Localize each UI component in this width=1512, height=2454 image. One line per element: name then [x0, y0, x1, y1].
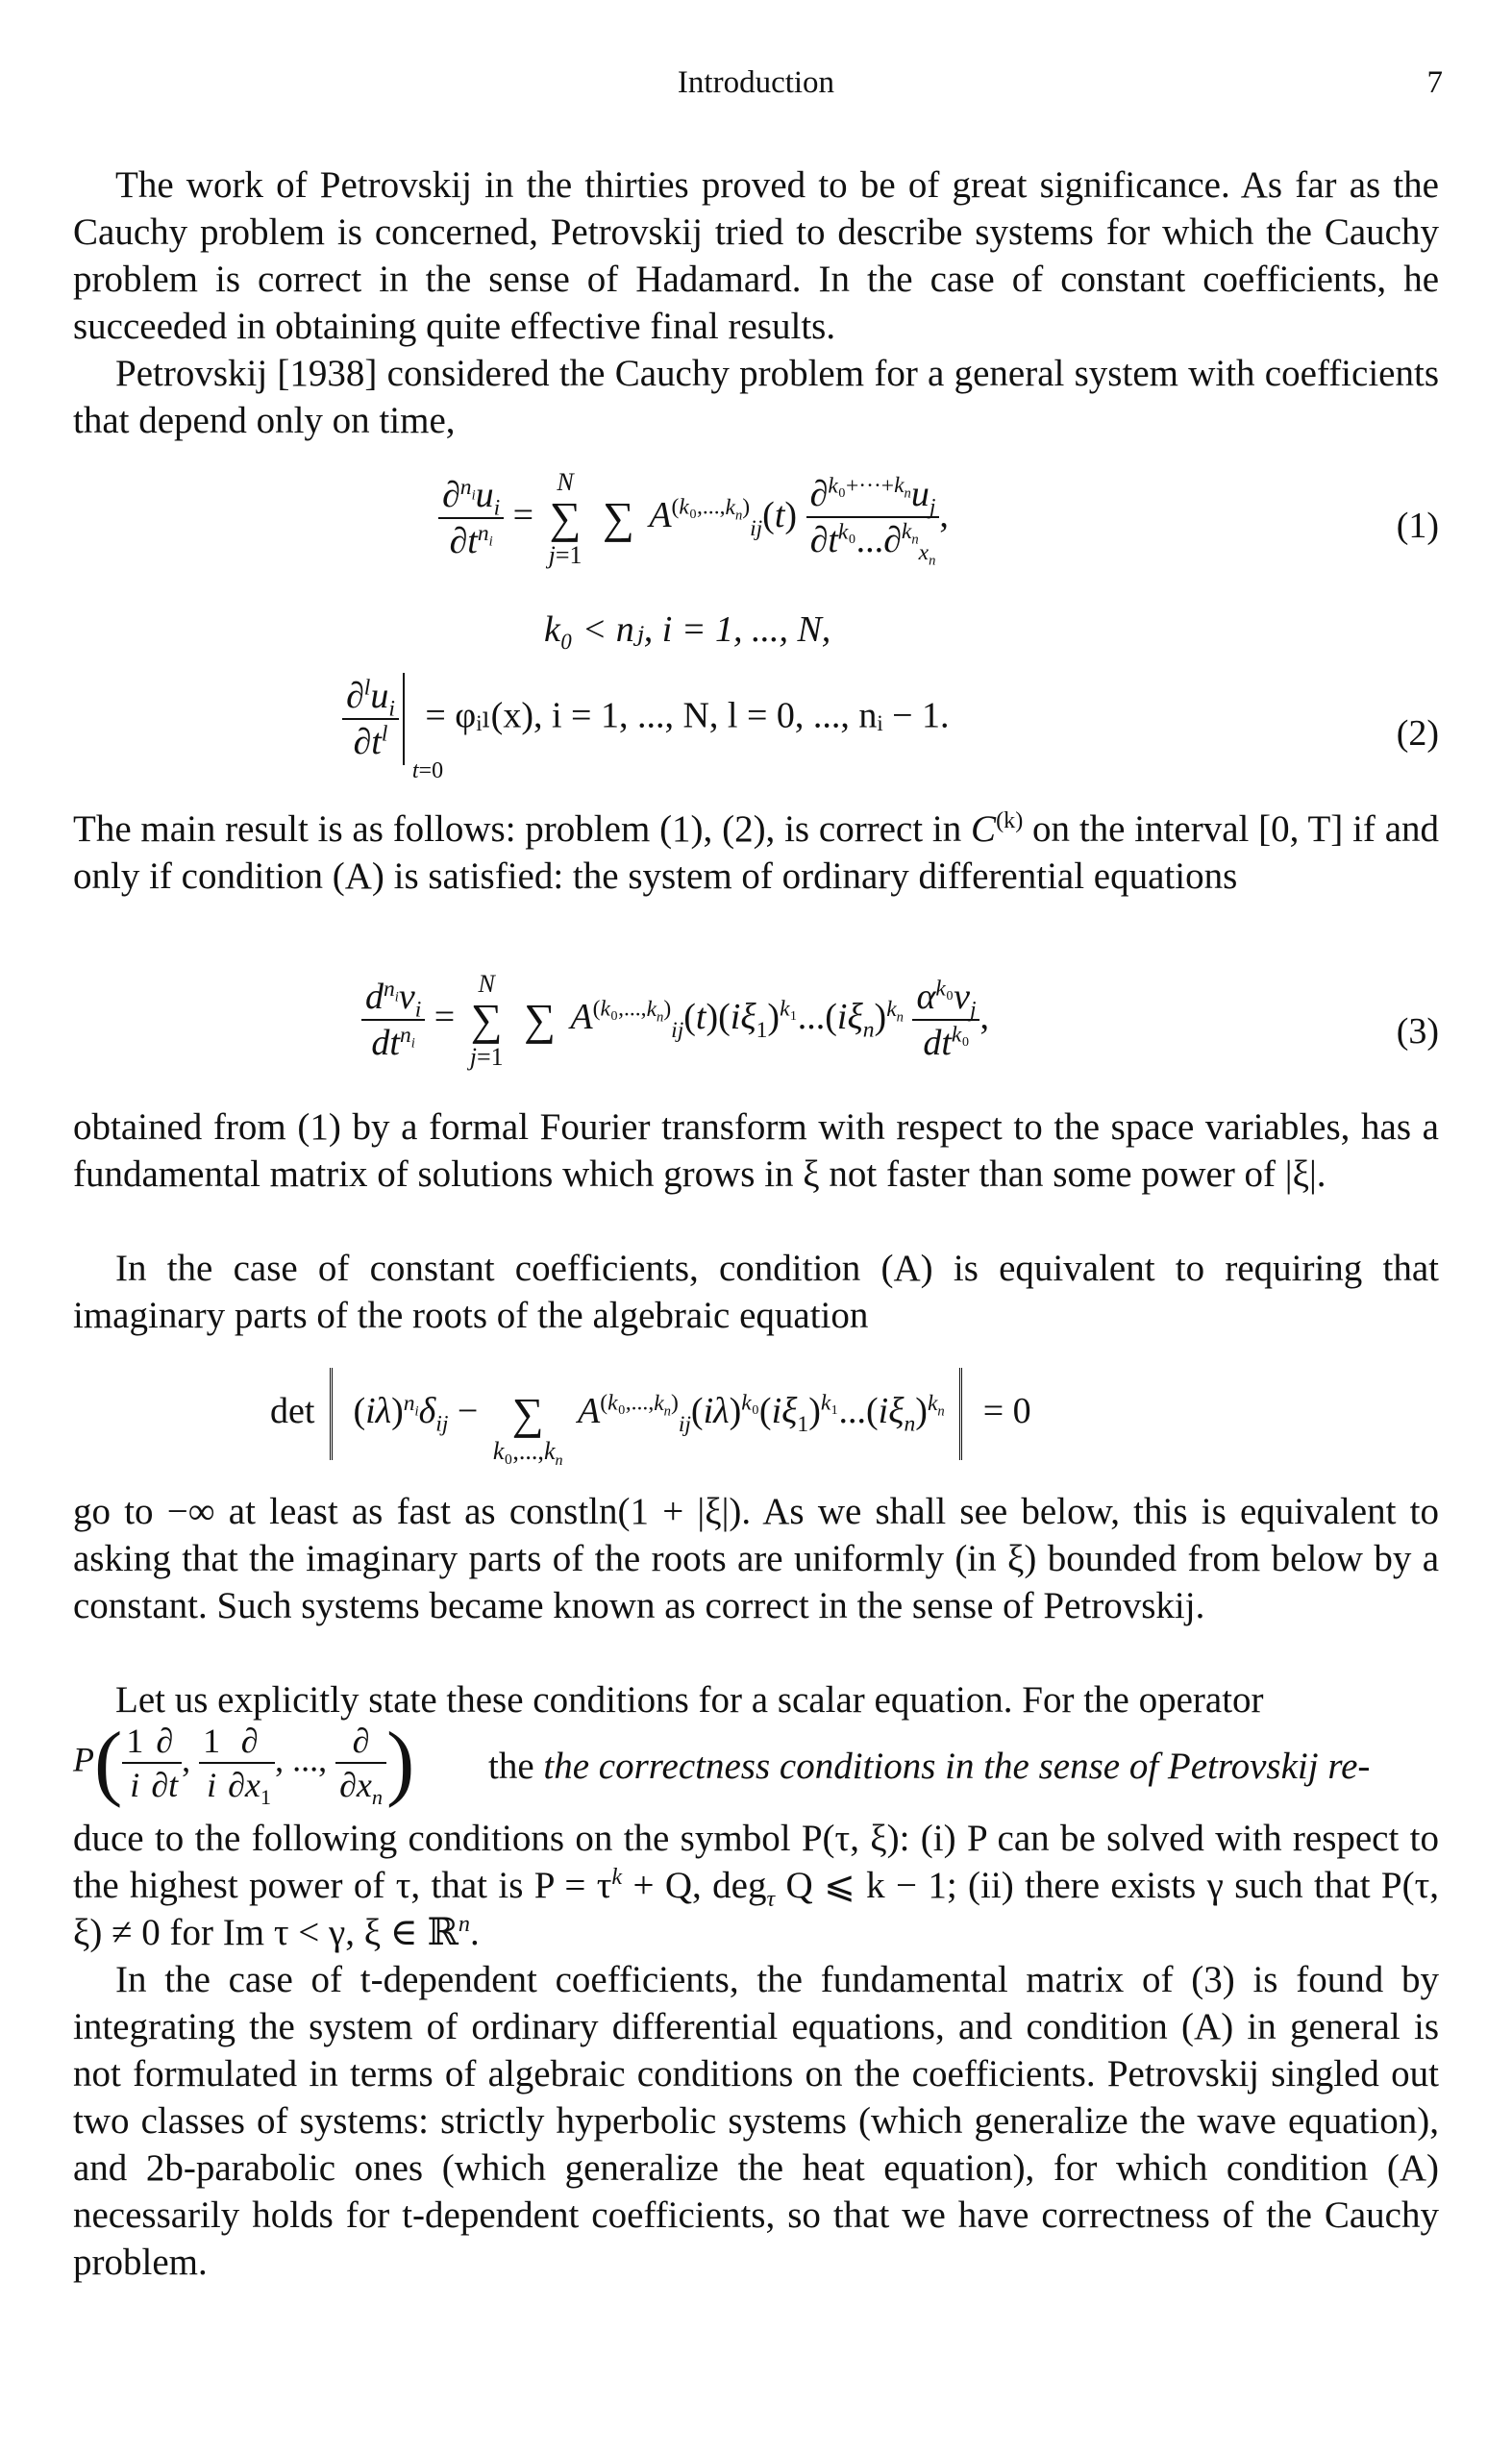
eq1-constraint: k₀ < nⱼ, i = 1, ..., N, [544, 609, 831, 650]
paragraph-7b-text: the correctness conditions in the sense of Petrovskij re- [543, 1746, 1371, 1787]
paragraph-4 [73, 1103, 1439, 1198]
paragraph-3a-text: The main result is as follows: problem (1), (2), is correct in [73, 808, 962, 850]
paragraph-7a-text: Let us explicitly state these conditions for a scalar equation. For the operator [115, 1679, 1264, 1721]
equation-3 [73, 971, 1439, 1096]
operator-line [73, 1716, 1439, 1810]
eq2-evaluation-bar: t=0 [403, 673, 407, 765]
running-title: Introduction [677, 65, 835, 100]
equation-1-constraint [73, 611, 1439, 659]
det-label: det [270, 1391, 315, 1432]
det-sum: ∑ $k_0,...,k_n$ [492, 1389, 563, 1469]
paragraph-2-text: Petrovskij [1938] considered the Cauchy problem for a general system with coefficients that depend only on time, [73, 353, 1439, 441]
equation-2 [73, 673, 1439, 788]
eq3-lhs: $\frac{d^{n_i}v_i}{dt^{n_i}}$ [361, 979, 425, 1061]
space-class: C [971, 808, 997, 850]
paragraph-1-text: The work of Petrovskij in the thirties proved to be of great significance. As far as the Cauchy problem is concerned, Petrovskij tried to describe systems for which the Cauchy problem is correct in the sense of Hadamard. In the case of constant coefficients, he succeeded in obtaining quite effective final results. [73, 164, 1439, 347]
operator-expression: P( $\frac{1}{i}$ $\frac{\partial}{\partial t}$ , $\frac{1}{i}$ $\frac{\partial}{\partial x_1}$ , ..., $\frac{\partial}{\partial x_n}$ ) [73, 1716, 415, 1810]
eq1-sum: N ∑ j=1 [548, 468, 582, 569]
paragraph-4-text: obtained from (1) by a formal Fourier transform with respect to the space variables, has a fundamental matrix of solutions which grows in ξ not faster than some power of |ξ|. [73, 1106, 1439, 1195]
eq2-lhs: $\frac{\partial^lu_i}{\partial t^l}$ [342, 678, 399, 760]
paragraph-3b-text: on the interval [0, T] if and only if condition (A) is satisfied: the system of ordinary differential equations [73, 808, 1439, 897]
paragraph-7e-text: Q ⩽ k − 1; (ii) there exists γ such that P(τ, ξ) ≠ 0 for Im τ < γ, ξ ∈ ℝ [73, 1865, 1439, 1953]
paragraph-2 [73, 350, 1439, 444]
operator-text: the the correctness conditions in the sense of Petrovskij re- [488, 1746, 1371, 1787]
equation-1-body: $\frac{\partial^{n_i}u_i}{\partial t^{n_i}}$ = N ∑ j=1 ∑ $A^{(k_0,...,k_n)}_{ij}(t)$ $\frac{\partial^{k_0+\cdot\cdot\cdot+k_n}u_j}{\partial t^{k_0}...\partial^{k_n}_{x_n}}$ , [438, 469, 949, 568]
eq1-derivative: $\frac{\partial^{k_0+\cdot\cdot\cdot+k_n}u_j}{\partial t^{k_0}...\partial^{k_n}_{x_n}}$ [806, 476, 940, 561]
det-rhs: = 0 [982, 1391, 1031, 1432]
paragraph-3 [73, 806, 1439, 900]
paragraph-7 [73, 1676, 1439, 1723]
eq3-derivative: $\frac{\alpha^{k_0}v_j}{dt^{k_0}}$ [912, 979, 979, 1061]
page-header [0, 65, 1512, 108]
paragraph-7d-text: + Q, deg [632, 1865, 767, 1906]
paragraph-5-text: In the case of constant coefficients, condition (A) is equivalent to requiring that imaginary parts of the roots of the algebraic equation [73, 1248, 1439, 1336]
paragraph-6-text: go to −∞ at least as fast as constln(1 + |ξ|). As we shall see below, this is equivalent to asking that the imaginary parts of the roots are uniformly (in ξ) bounded from below by a constant. Such systems became known as correct in the sense of Petrovskij. [73, 1491, 1439, 1626]
det-norm-right [959, 1368, 968, 1460]
determinant-body: $\det (i\lambda)^{n_i}\delta_{ij}$ − ∑ $k_0,...,k_n$ $A^{(k_0,...,k_n)}_{ij}(i\lambda)^{k_0}(i\xi_1)^{k_1}...(i\xi_n)^{k_n} = 0$ [270, 1365, 1031, 1464]
paragraph-7-cont: duce to the following conditions on the symbol P(τ, ξ): (i) P can be solved with respect to the highest power of τ, that is $P = \tau^k + Q$, deg$_\tau$ Q ⩽ k − 1; (ii) there exists γ such that P(τ, ξ) ≠ 0 for Im τ < γ, ξ ∈ ℝ$^n$. [73, 1818, 1439, 1953]
eq2-rhs: = φᵢₗ(x), i = 1, ..., N, l = 0, ..., nᵢ − 1. [425, 695, 950, 736]
eq3-sum: N ∑ j=1 [469, 970, 504, 1071]
space-class-sup: (k) [996, 807, 1024, 833]
paragraph-7c-text: duce to the following conditions on the symbol P(τ, ξ): (i) P can be solved with respect to the highest power of τ, that is P = τ [73, 1818, 1439, 1906]
page-number: 7 [1426, 65, 1443, 100]
paragraph-8 [73, 1956, 1439, 2286]
eq1-number: (1) [1396, 506, 1439, 546]
eq2-number: (2) [1396, 713, 1439, 754]
paragraph-8-text: In the case of t-dependent coefficients, the fundamental matrix of (3) is found by integrating the system of ordinary differential equations, and condition (A) in general is not formulated in terms of algebraic conditions on the coefficients. Petrovskij singled out two classes of systems: strictly hyperbolic systems (which generalize the wave equation), and 2b-parabolic ones (which generalize the heat equation), for which condition (A) necessarily holds for t-dependent coefficients, so that we have correctness of the Cauchy problem. [73, 1959, 1439, 2283]
equation-1 [73, 469, 1439, 594]
paragraph-5 [73, 1245, 1439, 1339]
eq1-lhs: $\frac{\partial^{n_i}u_i}{\partial t^{n_i}}$ [438, 477, 504, 559]
equation-3-body: $\frac{d^{n_i}v_i}{dt^{n_i}}$ = N ∑ j=1 ∑ $A^{(k_0,...,k_n)}_{ij}(t)(i\xi_1)^{k_1}...(i\xi_n)^{k_n}$ $\frac{\alpha^{k_0}v_j}{dt^{k_0}}$ , [361, 971, 989, 1070]
equation-2-body [342, 673, 950, 783]
paragraph-1 [73, 161, 1439, 350]
eq3-number: (3) [1396, 1011, 1439, 1052]
det-norm-left [330, 1368, 338, 1460]
equation-determinant [73, 1365, 1439, 1480]
paragraph-6 [73, 1488, 1439, 1629]
